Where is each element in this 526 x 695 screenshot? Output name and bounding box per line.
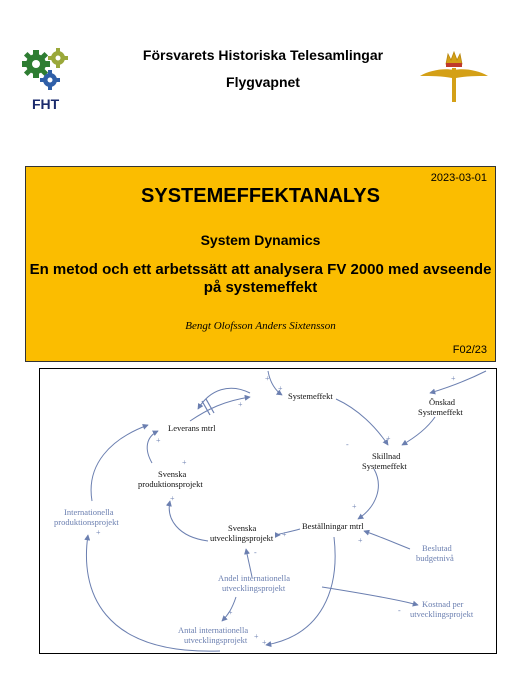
organization-division: Flygvapnet (226, 74, 300, 90)
title-banner (25, 166, 496, 362)
node-int-prod-line2: produktionsprojekt (54, 517, 119, 527)
node-systemeffekt: Systemeffekt (288, 391, 333, 401)
node-leverans: Leverans mtrl (168, 423, 216, 433)
node-beslutad-line1: Beslutad (422, 543, 452, 553)
fht-logo-text: FHT (32, 96, 60, 112)
node-bestallningar: Beställningar mtrl (302, 521, 364, 531)
node-antal-line1: Antal internationella (178, 625, 249, 635)
sign-plus: + (265, 374, 270, 383)
sign-plus: + (358, 536, 363, 545)
document-description: En metod och ett arbetssätt att analysera FV 2000 med avseende på systemeffekt (29, 261, 492, 296)
polarity-signs (96, 374, 456, 647)
node-kostnad-line1: Kostnad per (422, 599, 464, 609)
sign-plus: + (156, 436, 161, 445)
node-sv-utv-line2: utvecklingsprojekt (210, 533, 274, 543)
node-sv-prod-line1: Svenska (158, 469, 187, 479)
air-force-emblem-icon (418, 48, 490, 104)
node-sv-utv-line1: Svenska (228, 523, 257, 533)
document-authors: Bengt Olofsson Anders Sixtensson (185, 320, 336, 332)
node-sv-prod-line2: produktionsprojekt (138, 479, 203, 489)
link-beslutad-to-bestallningar (364, 531, 410, 549)
link-andel-to-kostnad (322, 587, 418, 605)
node-skillnad-line2: Systemeffekt (362, 461, 407, 471)
diagram-node-labels (54, 391, 474, 645)
sign-plus: + (228, 608, 233, 617)
sign-plus: + (170, 494, 175, 503)
sign-minus: - (346, 440, 349, 449)
node-andel-line1: Andel internationella (218, 573, 290, 583)
propeller-icon (451, 68, 458, 102)
sign-plus: + (451, 374, 456, 383)
crown-icon (446, 52, 462, 67)
document-id: F02/23 (452, 344, 487, 356)
node-onskad-line2: Systemeffekt (418, 407, 463, 417)
link-sv-utv-to-sv-prod (169, 501, 208, 541)
node-int-prod-line1: Internationella (64, 507, 114, 517)
sign-minus: - (254, 548, 257, 557)
document-subtitle: System Dynamics (200, 232, 321, 248)
node-antal-line2: utvecklingsprojekt (184, 635, 248, 645)
sign-plus: + (238, 400, 243, 409)
sign-plus: + (262, 638, 267, 647)
organization-name: Försvarets Historiska Telesamlingar (142, 47, 384, 63)
sign-plus: + (182, 458, 187, 467)
sign-plus: + (254, 632, 259, 641)
node-onskad-line1: Önskad (429, 397, 455, 407)
node-andel-line2: utvecklingsprojekt (222, 583, 286, 593)
link-int-prod-to-leverans (91, 425, 148, 501)
document-date: 2023-03-01 (430, 172, 487, 184)
causal-loop-diagram (39, 368, 497, 654)
node-kostnad-line2: utvecklingsprojekt (410, 609, 474, 619)
link-skillnad-to-bestallningar (358, 469, 378, 519)
sign-plus: + (352, 502, 357, 511)
link-systemeffekt-to-skillnad (336, 399, 388, 445)
sign-plus: + (96, 528, 101, 537)
link-onskad-to-skillnad (402, 417, 435, 445)
document-title: SYSTEMEFFEKTANALYS (141, 185, 380, 207)
link-topright-to-onskad (430, 371, 486, 393)
node-skillnad-line1: Skillnad (372, 451, 401, 461)
node-beslutad-line2: budgetnivå (416, 553, 454, 563)
sign-minus: - (398, 606, 401, 615)
sign-plus: + (278, 384, 283, 393)
sign-plus: + (386, 434, 391, 443)
link-bestallningar-to-sv-utv (278, 529, 300, 535)
sign-plus: + (282, 530, 287, 539)
